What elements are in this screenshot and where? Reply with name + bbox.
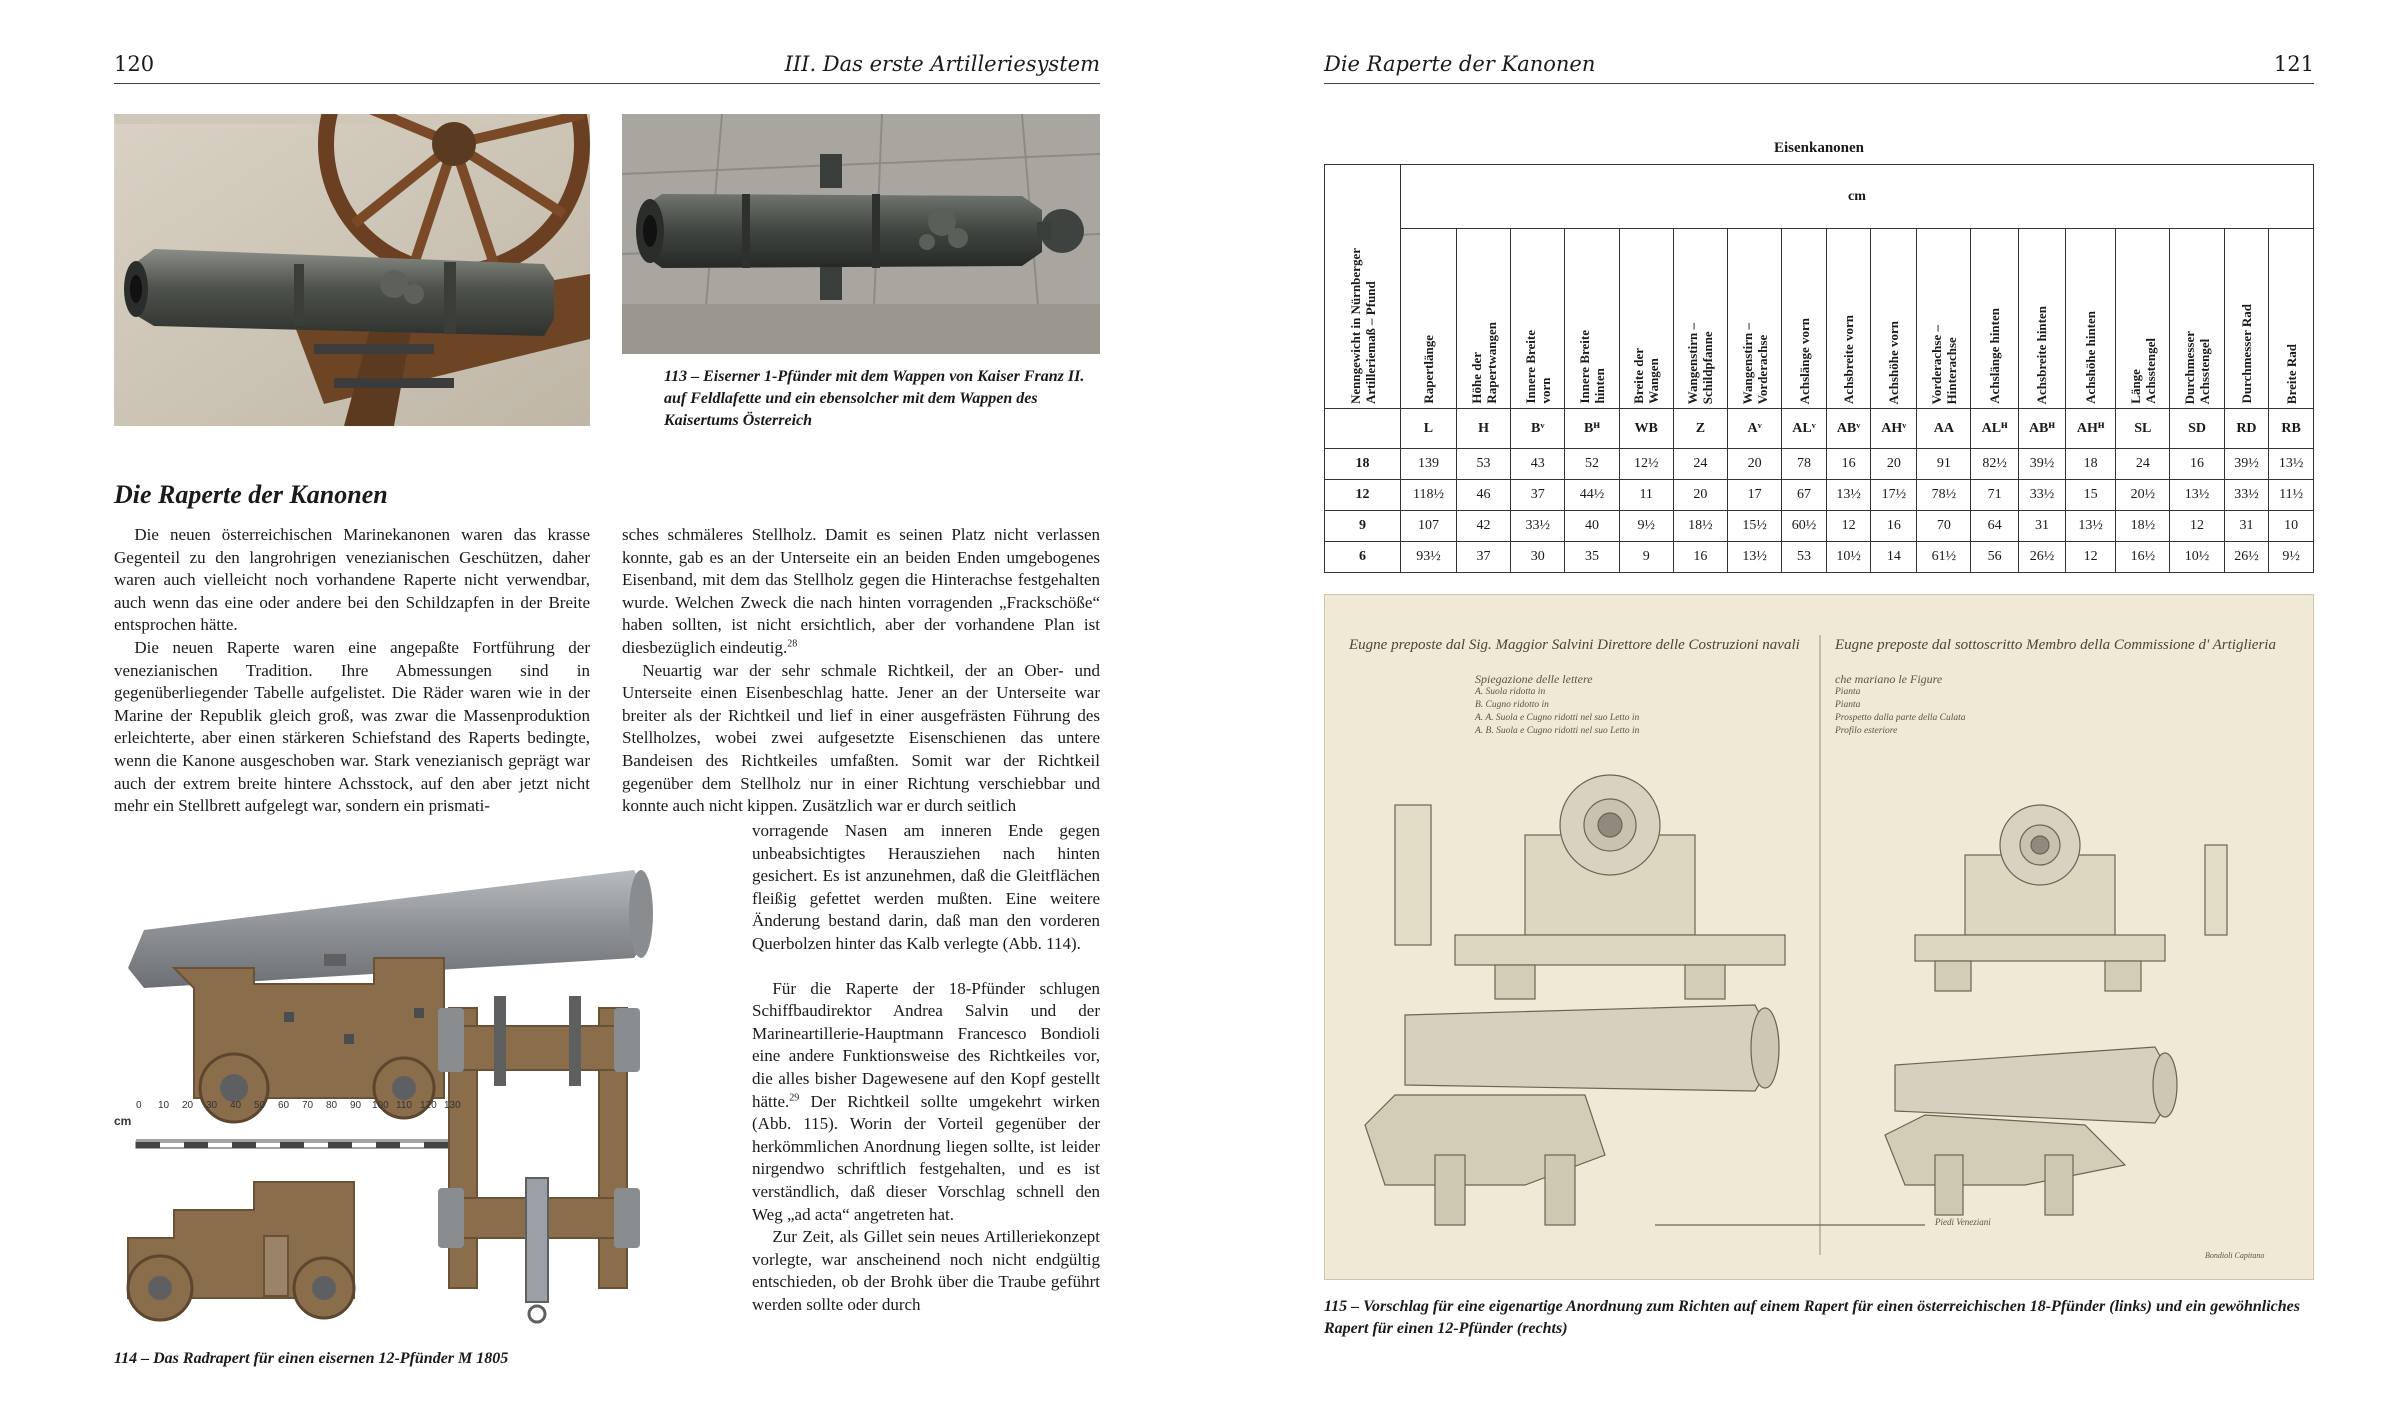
column-header: Breite der Wangen bbox=[1619, 229, 1673, 409]
column-header: Achshöhe hinten bbox=[2066, 229, 2116, 409]
column-header: Durchmesser Rad bbox=[2224, 229, 2269, 409]
abbr-blank-cell bbox=[1325, 409, 1401, 449]
column-abbreviation: Bᵛ bbox=[1511, 409, 1565, 449]
scale-tick-30: 30 bbox=[206, 1100, 218, 1111]
table-cell: 10½ bbox=[1826, 542, 1871, 573]
table-cell: 18½ bbox=[2116, 511, 2170, 542]
table-cell: 15½ bbox=[1728, 511, 1782, 542]
drawing-heading-right: Eugne preposte dal sottoscritto Membro della Commissione d' Artiglieria bbox=[1835, 637, 2276, 653]
running-title-left: III. Das erste Artilleriesystem bbox=[784, 52, 1100, 76]
table-cell: 40 bbox=[1565, 511, 1619, 542]
table-cell: 42 bbox=[1456, 511, 1510, 542]
table-cell: 12 bbox=[2170, 511, 2224, 542]
running-head-right bbox=[1324, 50, 2314, 84]
column-abbreviation: AA bbox=[1917, 409, 1971, 449]
table-cell: 15 bbox=[2066, 480, 2116, 511]
body-column-1 bbox=[114, 524, 590, 818]
column-header: Wangenstirn – Schildpfanne bbox=[1673, 229, 1727, 409]
table-cell: 107 bbox=[1401, 511, 1457, 542]
drawing-legend-right bbox=[1835, 673, 2135, 738]
photo-cannon-on-stone bbox=[622, 114, 1100, 354]
caption-figure-114: 114 – Das Radrapert für einen eisernen 12-Pfünder M 1805 bbox=[114, 1350, 509, 1367]
table-cell: 16 bbox=[1871, 511, 1917, 542]
page-number-left: 120 bbox=[114, 52, 155, 76]
column-header: Vorderachse – Hinterachse bbox=[1917, 229, 1971, 409]
table-cell: 53 bbox=[1782, 542, 1827, 573]
table-cell: 24 bbox=[1673, 449, 1727, 480]
table-cell: 70 bbox=[1917, 511, 1971, 542]
table-cell: 9½ bbox=[2269, 542, 2314, 573]
paragraph-5: vorragende Nasen am inneren Ende gegen unbeabsichtigtes Herausziehen nach hinten gesichert. Es ist anzunehmen, daß die Gleitflächen fleißig gefettet werden mußten. Eine weitere Änderung bestand darin, daß man den vorderen Querbolzen hinter das Kalb verlegte (Abb. 114). bbox=[752, 821, 1100, 953]
paragraph-2: Die neuen Raperte waren eine angepaßte Fortführung der venezianischen Tradition. Ihre Abmessungen sind in gegenüberliegender Tabelle aufgelistet. Die Räder waren wie in der Marine der Republik gleich groß, was zwar die Massenproduktion erleichterte, aber einen stärkeren Schiefstand des Raperts bedingte, wenn die Kanone ausgeschoben war. Stark venezianisch geprägt war auch der extrem breite hintere Achsstock, auf den aber jetzt nicht mehr ein Stellbrett aufgelegt war, sondern ein prismati- bbox=[114, 637, 590, 816]
column-abbreviation: Aᵛ bbox=[1728, 409, 1782, 449]
table-cell: 37 bbox=[1511, 480, 1565, 511]
row-weight: 18 bbox=[1325, 449, 1401, 480]
scale-tick-100: 100 bbox=[372, 1100, 389, 1111]
table-cell: 16½ bbox=[2116, 542, 2170, 573]
table-cell: 31 bbox=[2018, 511, 2065, 542]
drawing-signature: Bondioli Capitano bbox=[2205, 1251, 2265, 1260]
table-cell: 20½ bbox=[2116, 480, 2170, 511]
table-cell: 71 bbox=[1971, 480, 2018, 511]
table-cell: 20 bbox=[1871, 449, 1917, 480]
figure-115-historical-drawing bbox=[1324, 594, 2314, 1280]
section-heading: Die Raperte der Kanonen bbox=[114, 480, 388, 509]
table-cell: 33½ bbox=[1511, 511, 1565, 542]
scale-bar-labels bbox=[136, 1100, 472, 1114]
table-cell: 139 bbox=[1401, 449, 1457, 480]
body-column-2-narrow bbox=[752, 820, 1100, 1316]
paragraph-1: Die neuen österreichischen Marinekanonen waren das krasse Gegenteil zu den langrohrigen venezianischen Geschützen, daher waren auch vielleicht noch vorhandene Raperte nicht verwendbar, auch wenn das eine oder andere bei den Schildzapfen in der Breite entsprochen hätte. bbox=[114, 525, 590, 635]
column-header: Achslänge vorn bbox=[1782, 229, 1827, 409]
table-cell: 10½ bbox=[2170, 542, 2224, 573]
scale-tick-20: 20 bbox=[182, 1100, 194, 1111]
caption-figure-115: 115 – Vorschlag für eine eigenartige Anordnung zum Richten auf einem Rapert für einen österreichischen 18-Pfünder (links) und ein gewöhnliches Rapert für einen 12-Pfünder (rechts) bbox=[1324, 1298, 2300, 1337]
caption-figure-113: 113 – Eiserner 1-Pfünder mit dem Wappen von Kaiser Franz II. auf Feldlafette und ein ebensolcher mit dem Wappen des Kaisertums Österreich bbox=[664, 368, 1085, 429]
table-cell: 82½ bbox=[1971, 449, 2018, 480]
column-abbreviation: ABᴴ bbox=[2018, 409, 2065, 449]
table-cell: 30 bbox=[1511, 542, 1565, 573]
table-cell: 13½ bbox=[2170, 480, 2224, 511]
column-abbreviation: AHᴴ bbox=[2066, 409, 2116, 449]
table-cell: 12½ bbox=[1619, 449, 1673, 480]
running-title-right: Die Raperte der Kanonen bbox=[1324, 52, 1596, 76]
table-cell: 13½ bbox=[2269, 449, 2314, 480]
table-cell: 33½ bbox=[2018, 480, 2065, 511]
table-cell: 9½ bbox=[1619, 511, 1673, 542]
scale-tick-120: 120 bbox=[420, 1100, 437, 1111]
column-header: Achshöhe vorn bbox=[1871, 229, 1917, 409]
table-cell: 39½ bbox=[2224, 449, 2269, 480]
table-cell: 64 bbox=[1971, 511, 2018, 542]
table-cell: 43 bbox=[1511, 449, 1565, 480]
header-nominal-weight: Nenngewicht in Nürnberger Artilleriemaß – Pfund bbox=[1325, 165, 1401, 409]
column-abbreviation: RB bbox=[2269, 409, 2314, 449]
table-cell: 13½ bbox=[1728, 542, 1782, 573]
table-cell: 16 bbox=[2170, 449, 2224, 480]
table-cell: 93½ bbox=[1401, 542, 1457, 573]
table-cell: 118½ bbox=[1401, 480, 1457, 511]
drawing-scale-label: Piedi Veneziani bbox=[1935, 1217, 1991, 1227]
column-abbreviation: L bbox=[1401, 409, 1457, 449]
table-row bbox=[1325, 511, 2314, 542]
column-header: Länge Achsstengel bbox=[2116, 229, 2170, 409]
column-abbreviation: RD bbox=[2224, 409, 2269, 449]
table-cell: 44½ bbox=[1565, 480, 1619, 511]
figure-114-carriage-render bbox=[114, 858, 724, 1332]
table-cell: 17½ bbox=[1871, 480, 1917, 511]
column-abbreviation: ALᵛ bbox=[1782, 409, 1827, 449]
table-cell: 37 bbox=[1456, 542, 1510, 573]
scale-tick-60: 60 bbox=[278, 1100, 290, 1111]
paragraph-3: sches schmäleres Stellholz. Damit es seinen Platz nicht verlassen konnte, gab es an der Unterseite ein an beiden Enden umgebogenes Eisenband, mit dem das Stellholz gegen die Hinterachse festgehalten wurde. Welchen Zweck die nach hinten vorragenden „Frackschöße“ haben sollten, ist nicht ersichtlich, aber der vorhandene Plan ist diesbezüglich eindeutig.$^{28}$ bbox=[622, 525, 1100, 657]
table-cell: 35 bbox=[1565, 542, 1619, 573]
footnote-ref-29: 29 bbox=[789, 1091, 800, 1103]
scale-tick-110: 110 bbox=[396, 1100, 412, 1111]
table-cell: 14 bbox=[1871, 542, 1917, 573]
body-column-2-top bbox=[622, 524, 1100, 818]
table-cell: 12 bbox=[2066, 542, 2116, 573]
column-header: Innere Breite vorn bbox=[1511, 229, 1565, 409]
legend-left-line-5: A. B. Suola e Cugno ridotti nel suo Letto in bbox=[1475, 726, 1640, 736]
column-abbreviation: Bᴴ bbox=[1565, 409, 1619, 449]
column-header: Achsbreite hinten bbox=[2018, 229, 2065, 409]
drawing-legend-left bbox=[1475, 673, 1805, 738]
row-weight: 12 bbox=[1325, 480, 1401, 511]
table-cell: 17 bbox=[1728, 480, 1782, 511]
column-header: Durchmesser Achsstengel bbox=[2170, 229, 2224, 409]
table-cell: 13½ bbox=[1826, 480, 1871, 511]
column-abbreviation: ALᴴ bbox=[1971, 409, 2018, 449]
table-cell: 9 bbox=[1619, 542, 1673, 573]
table-title: Eisenkanonen bbox=[1773, 140, 1865, 156]
scale-tick-70: 70 bbox=[302, 1100, 314, 1111]
column-abbreviation: ABᵛ bbox=[1826, 409, 1871, 449]
scale-tick-40: 40 bbox=[230, 1100, 242, 1111]
legend-right-line-2: Pianta bbox=[1835, 687, 1861, 697]
table-cell: 78½ bbox=[1917, 480, 1971, 511]
column-header: Wangenstirn – Vorderachse bbox=[1728, 229, 1782, 409]
paragraph-6: Für die Raperte der 18-Pfünder schlugen Schiffbaudirektor Andrea Salvin und der Marineartillerie-Hauptmann Francesco Bondioli eine andere Funktionsweise des Richtkeiles vor, die alles bisher Dagewesene auf den Kopf gestellt hätte.$^{29}$ Der Richtkeil sollte umgekehrt wirken (Abb. 115). Worin der Vorteil gegenüber der herkömmlichen Anordnung liegen sollte, ist leider nirgendwo schriftlich festgehalten, und es ist verständlich, daß dieser Vorschlag schnell den Weg „ad acta“ angetreten hat. bbox=[752, 978, 1100, 1224]
table-cell: 26½ bbox=[2224, 542, 2269, 573]
table-cell: 26½ bbox=[2018, 542, 2065, 573]
table-cell: 11½ bbox=[2269, 480, 2314, 511]
scale-unit: cm bbox=[114, 1114, 132, 1128]
table-cell: 18½ bbox=[1673, 511, 1727, 542]
legend-left-line-1: Spiegazione delle lettere bbox=[1475, 672, 1593, 686]
table-cell: 91 bbox=[1917, 449, 1971, 480]
drawing-heading-left: Eugne preposte dal Sig. Maggior Salvini Direttore delle Costruzioni navali bbox=[1349, 637, 1800, 653]
table-cell: 60½ bbox=[1782, 511, 1827, 542]
table-row bbox=[1325, 480, 2314, 511]
column-abbreviation: H bbox=[1456, 409, 1510, 449]
legend-right-line-1: che mariano le Figure bbox=[1835, 672, 1943, 686]
table-row bbox=[1325, 542, 2314, 573]
legend-left-line-4: A. A. Suola e Cugno ridotti nel suo Letto in bbox=[1475, 713, 1640, 723]
legend-left-line-2: A. Suola ridotta in bbox=[1475, 687, 1546, 697]
paragraph-7: Zur Zeit, als Gillet sein neues Artilleriekonzept vorlegte, war anscheinend noch nicht endgültig entschieden, ob der Brohk über die Traube geführt werden sollte oder durch bbox=[752, 1227, 1100, 1314]
dimension-table bbox=[1324, 164, 2314, 573]
column-header: Breite Rad bbox=[2269, 229, 2314, 409]
column-abbreviation: WB bbox=[1619, 409, 1673, 449]
table-cell: 12 bbox=[1826, 511, 1871, 542]
running-head-left bbox=[114, 50, 1100, 84]
column-header: Rapertlänge bbox=[1401, 229, 1457, 409]
table-cell: 61½ bbox=[1917, 542, 1971, 573]
table-cell: 56 bbox=[1971, 542, 2018, 573]
column-header: Achslänge hinten bbox=[1971, 229, 2018, 409]
table-cell: 52 bbox=[1565, 449, 1619, 480]
scale-tick-50: 50 bbox=[254, 1100, 266, 1111]
scale-tick-130: 130 bbox=[444, 1100, 461, 1111]
column-header: Innere Breite hinten bbox=[1565, 229, 1619, 409]
row-weight: 6 bbox=[1325, 542, 1401, 573]
table-cell: 20 bbox=[1728, 449, 1782, 480]
row-weight: 9 bbox=[1325, 511, 1401, 542]
table-cell: 78 bbox=[1782, 449, 1827, 480]
column-abbreviation: Z bbox=[1673, 409, 1727, 449]
photo-cannon-on-carriage bbox=[114, 114, 590, 426]
column-abbreviation: SD bbox=[2170, 409, 2224, 449]
table-cell: 53 bbox=[1456, 449, 1510, 480]
column-abbreviation: AHᵛ bbox=[1871, 409, 1917, 449]
table-cell: 11 bbox=[1619, 480, 1673, 511]
right-page bbox=[1200, 0, 2400, 1422]
table-cell: 31 bbox=[2224, 511, 2269, 542]
legend-right-line-4: Prospetto dalla parte della Culata bbox=[1835, 713, 1966, 723]
table-cell: 20 bbox=[1673, 480, 1727, 511]
column-abbreviation: SL bbox=[2116, 409, 2170, 449]
table-cell: 16 bbox=[1826, 449, 1871, 480]
scale-tick-10: 10 bbox=[158, 1100, 170, 1111]
column-header: Höhe der Rapertwangen bbox=[1456, 229, 1510, 409]
table-cell: 67 bbox=[1782, 480, 1827, 511]
scale-tick-0: 0 bbox=[136, 1100, 142, 1111]
table-cell: 18 bbox=[2066, 449, 2116, 480]
legend-right-line-3: Pianta bbox=[1835, 700, 1861, 710]
table-cell: 46 bbox=[1456, 480, 1510, 511]
table-cell: 24 bbox=[2116, 449, 2170, 480]
table-cell: 13½ bbox=[2066, 511, 2116, 542]
footnote-ref-28: 28 bbox=[787, 638, 798, 650]
legend-right-line-5: Profilo esteriore bbox=[1835, 726, 1898, 736]
table-cell: 33½ bbox=[2224, 480, 2269, 511]
table-row bbox=[1325, 449, 2314, 480]
scale-tick-80: 80 bbox=[326, 1100, 338, 1111]
scale-tick-90: 90 bbox=[350, 1100, 362, 1111]
page-number-right: 121 bbox=[2273, 52, 2314, 76]
table-cell: 10 bbox=[2269, 511, 2314, 542]
table-cell: 39½ bbox=[2018, 449, 2065, 480]
table-cell: 16 bbox=[1673, 542, 1727, 573]
header-unit-cm: cm bbox=[1401, 165, 2314, 229]
paragraph-4: Neuartig war der sehr schmale Richtkeil, der an Ober- und Unterseite einen Eisenbeschlag hatte. Jener an der Unterseite war breiter als der Richtkeil und lief in einer ausgefrästen Führung des Stellholzes, wobei zwei aufgesetzte Eisenschienen das untere Bandeisen des Richtkeiles umfaßten. Somit war der Richtkeil gegenüber dem Stellholz nur in einer Richtung verschiebbar und konnte auch nicht kippen. Zusätzlich war er durch seitlich bbox=[622, 660, 1100, 816]
column-header: Achsbreite vorn bbox=[1826, 229, 1871, 409]
legend-left-line-3: B. Cugno ridotto in bbox=[1475, 700, 1549, 710]
